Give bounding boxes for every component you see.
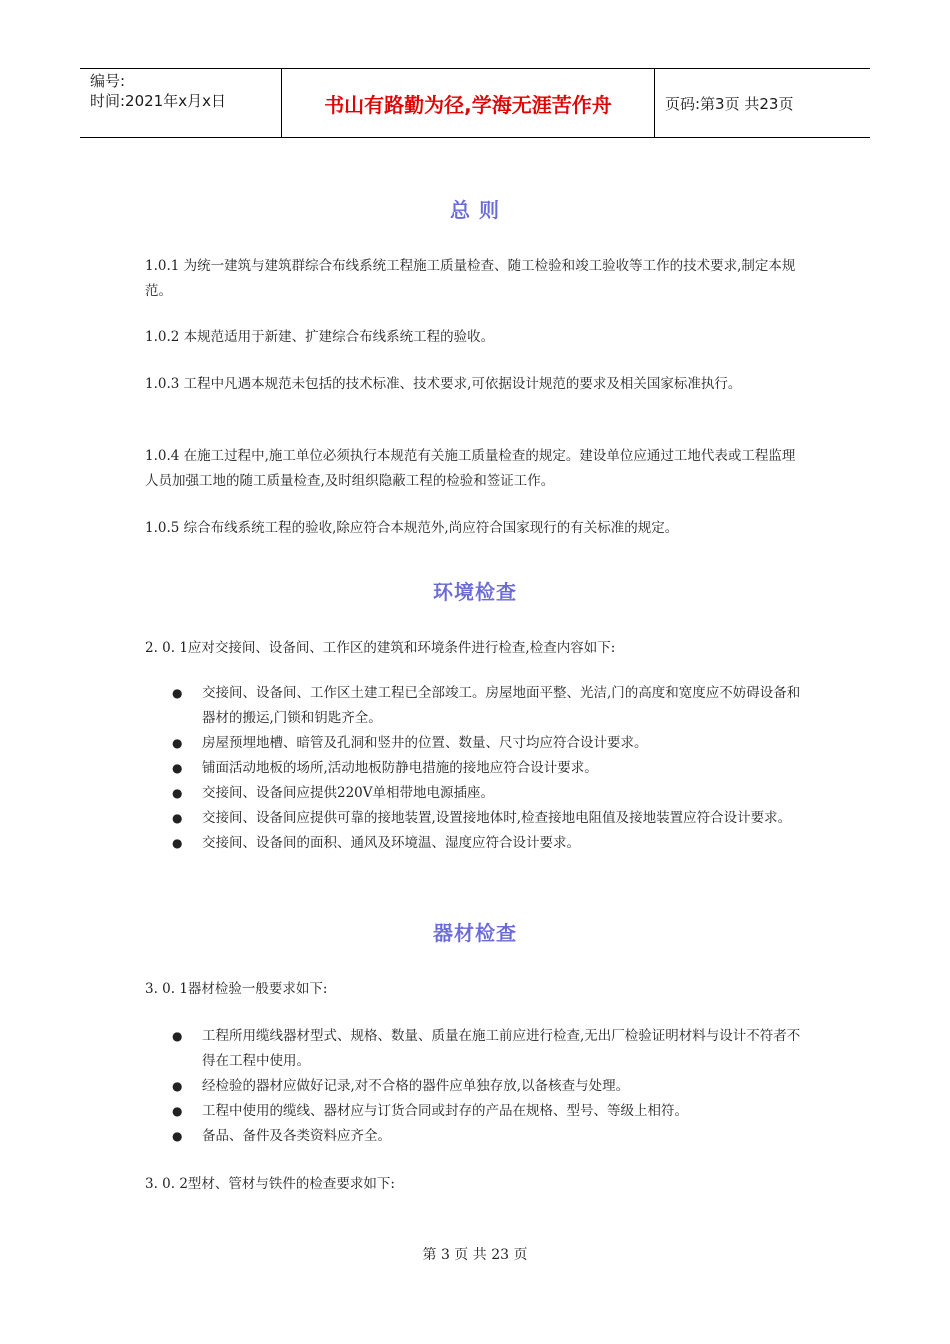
bullet-icon: ●: [172, 736, 183, 750]
header-motto: 书山有路勤为径,学海无涯苦作舟: [282, 69, 655, 137]
list-item: ● 铺面活动地板的场所,活动地板防静电措施的接地应符合设计要求。: [168, 756, 808, 781]
bullet-icon: ●: [172, 686, 183, 700]
section-title-materials: 器材检查: [433, 921, 517, 945]
paragraph-3-0-2: 3. 0. 2型材、管材与铁件的检查要求如下:: [145, 1176, 395, 1192]
paragraph-1-0-4: 1.0.4 在施工过程中,施工单位必须执行本规范有关施工质量检查的规定。建设单位应通过工地代表或工程监理人员加强工地的随工质量检查,及时组织隐蔽工程的检验和签证工作。: [145, 448, 796, 489]
list-item: ● 经检验的器材应做好记录,对不合格的器件应单独存放,以备核查与处理。: [168, 1074, 808, 1099]
time-label: 时间:2021年x月x日: [90, 92, 226, 110]
bullet-icon: ●: [172, 836, 183, 850]
bullet-icon: ●: [172, 1104, 183, 1118]
paragraph-1-0-2: 1.0.2 本规范适用于新建、扩建综合布线系统工程的验收。: [145, 329, 495, 345]
bullet-icon: ●: [172, 1029, 183, 1043]
paragraph-1-0-3: 1.0.3 工程中凡遇本规范未包括的技术标准、技术要求,可依据设计规范的要求及相关国家标准执行。: [145, 376, 742, 392]
materials-check-list: [168, 1024, 808, 1149]
list-item: ● 交接间、设备间的面积、通风及环境温、湿度应符合设计要求。: [168, 831, 808, 856]
list-item: ● 交接间、设备间应提供220V单相带地电源插座。: [168, 781, 808, 806]
paragraph-1-0-5: 1.0.5 综合布线系统工程的验收,除应符合本规范外,尚应符合国家现行的有关标准的规定。: [145, 520, 679, 536]
list-item: ● 交接间、设备间应提供可靠的接地装置,设置接地体时,检查接地电阻值及接地装置应符合设计要求。: [168, 806, 808, 831]
list-item: ● 交接间、设备间、工作区土建工程已全部竣工。房屋地面平整、光洁,门的高度和宽度应不妨碍设备和器材的搬运,门锁和钥匙齐全。: [168, 681, 808, 731]
bullet-icon: ●: [172, 811, 183, 825]
page-footer: 第 3 页 共 23 页: [422, 1247, 528, 1263]
list-item: ● 房屋预埋地槽、暗管及孔洞和竖井的位置、数量、尺寸均应符合设计要求。: [168, 731, 808, 756]
list-item: ● 备品、备件及各类资料应齐全。: [168, 1124, 808, 1149]
list-item: ● 工程中使用的缆线、器材应与订货合同或封存的产品在规格、型号、等级上相符。: [168, 1099, 808, 1124]
bullet-icon: ●: [172, 1129, 183, 1143]
number-label: 编号:: [90, 72, 126, 90]
paragraph-2-0-1: 2. 0. 1应对交接间、设备间、工作区的建筑和环境条件进行检查,检查内容如下:: [145, 640, 616, 656]
section-title-general: 总 则: [450, 198, 500, 222]
list-item: ● 工程所用缆线器材型式、规格、数量、质量在施工前应进行检查,无出厂检验证明材料与设计不符者不得在工程中使用。: [168, 1024, 808, 1074]
bullet-icon: ●: [172, 1079, 183, 1093]
paragraph-3-0-1: 3. 0. 1器材检验一般要求如下:: [145, 981, 328, 997]
header-meta: [80, 69, 282, 137]
environment-check-list: [168, 681, 808, 856]
bullet-icon: ●: [172, 786, 183, 800]
bullet-icon: ●: [172, 761, 183, 775]
page-header: [80, 68, 870, 138]
header-page-info: 页码:第3页 共23页: [665, 94, 794, 113]
section-title-environment: 环境检查: [433, 580, 517, 604]
paragraph-1-0-1: 1.0.1 为统一建筑与建筑群综合布线系统工程施工质量检查、随工检验和竣工验收等工作的技术要求,制定本规范。: [145, 258, 796, 299]
